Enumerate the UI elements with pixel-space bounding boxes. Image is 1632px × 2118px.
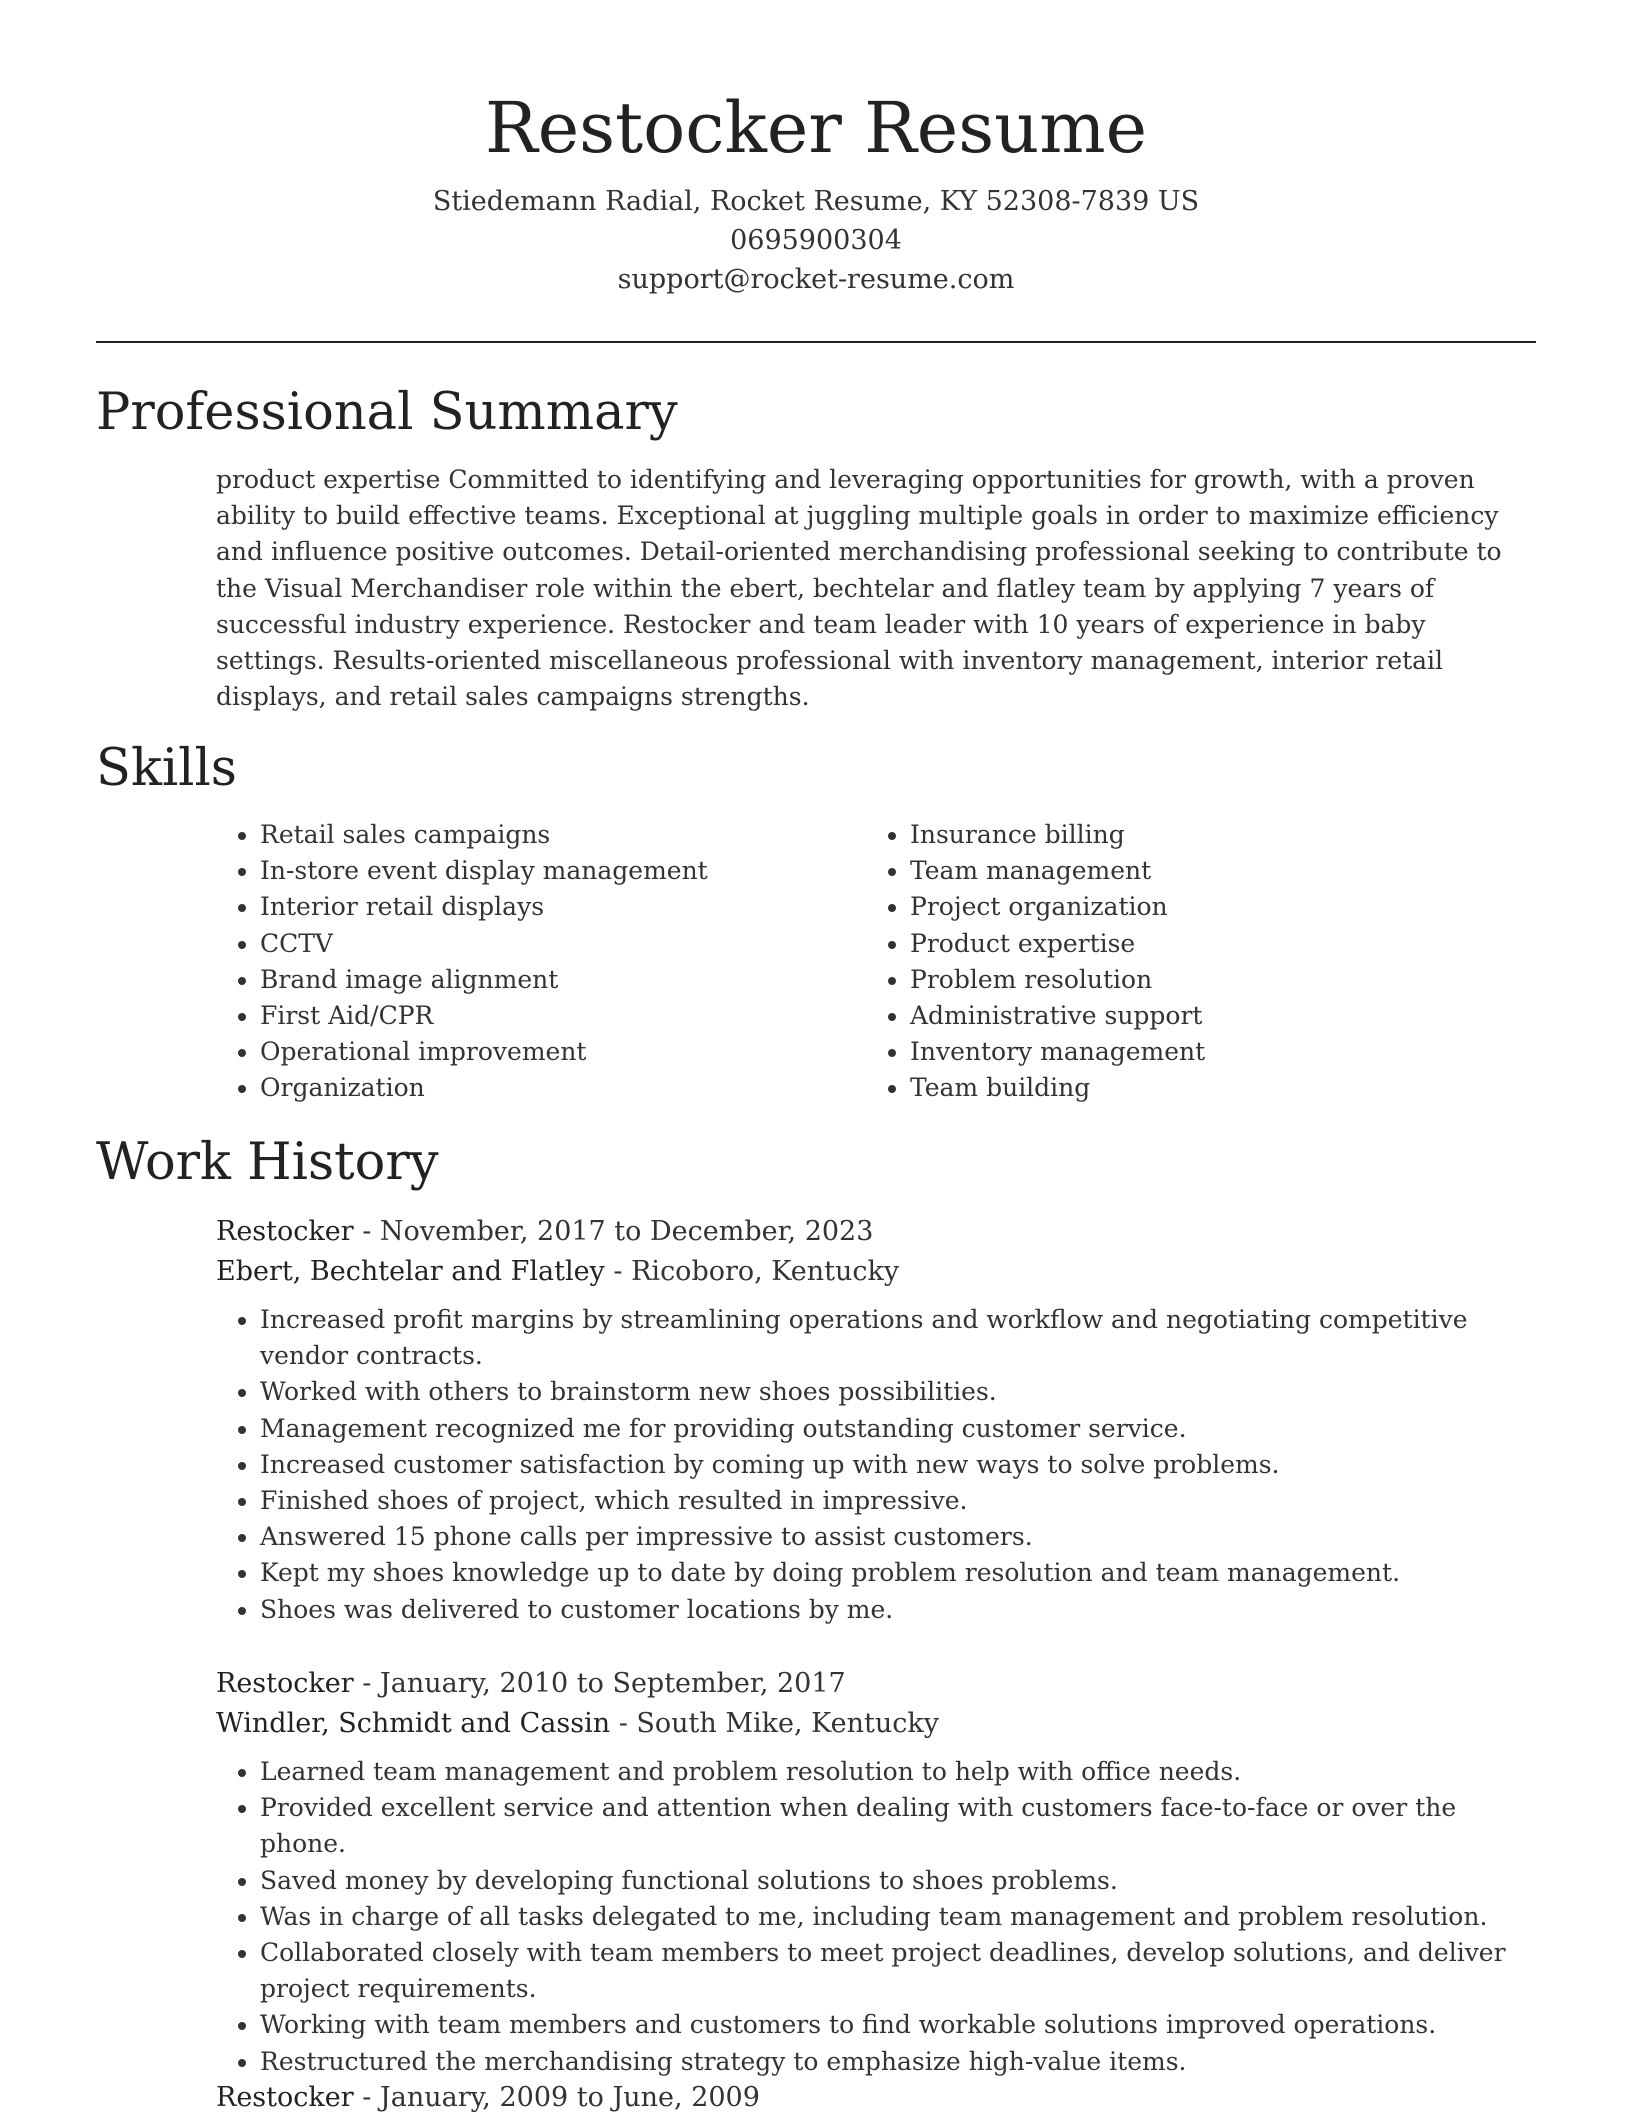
job-company: Windler, Schmidt and Cassin xyxy=(216,1708,611,1739)
skill-item: • Inventory management xyxy=(910,1034,1510,1070)
job-bullet: • Restructured the merchandising strategy to emphasize high-value items. xyxy=(260,2044,1536,2080)
job-company: Ebert, Bechtelar and Flatley xyxy=(216,1256,605,1287)
skills-heading: Skills xyxy=(96,739,237,798)
skill-item: • Retail sales campaigns xyxy=(260,817,860,853)
job-bullet: • Saved money by developing functional solutions to shoes problems. xyxy=(260,1863,1536,1899)
skill-item: • In-store event display management xyxy=(260,853,860,889)
job-bullets xyxy=(216,1754,1536,2080)
job-title-line xyxy=(216,1664,1536,1704)
job-title-line xyxy=(216,2078,1536,2118)
job-bullet: • Shoes was delivered to customer locations by me. xyxy=(260,1592,1536,1628)
job-company-line xyxy=(216,1252,1536,1292)
job-title: Restocker xyxy=(216,1668,354,1699)
job-title: Restocker xyxy=(216,1216,354,1247)
skill-item: • Operational improvement xyxy=(260,1034,860,1070)
job-bullets xyxy=(216,1302,1536,1628)
skill-item: • Administrative support xyxy=(910,998,1510,1034)
job-bullet: • Finished shoes of project, which resulted in impressive. xyxy=(260,1483,1536,1519)
skill-item: • Brand image alignment xyxy=(260,962,860,998)
skill-item: • Insurance billing xyxy=(910,817,1510,853)
job-bullet: • Was in charge of all tasks delegated to me, including team management and problem resolution. xyxy=(260,1899,1536,1935)
contact-address: Stiedemann Radial, Rocket Resume, KY 52308-7839 US xyxy=(432,186,1200,217)
job-title: Restocker xyxy=(216,2082,354,2113)
summary-text: product expertise Committed to identifying and leveraging opportunities for growth, with a proven ability to build effective teams. Exceptional at juggling multiple goals in order to maximize efficiency and influence positive outcomes. Detail-oriented merchandising professional seeking to contribute to the Visual Merchandiser role within the ebert, bechtelar and flatley team by applying 7 years of successful industry experience. Restocker and team leader with 10 years of experience in baby settings. Results-oriented miscellaneous professional with inventory management, interior retail displays, and retail sales campaigns strengths. xyxy=(216,465,1502,712)
contact-email: support@rocket-resume.com xyxy=(617,264,1015,295)
resume-header xyxy=(0,0,1632,299)
job-bullet: • Collaborated closely with team members to meet project deadlines, develop solutions, and deliver project requirements. xyxy=(260,1935,1536,2007)
skill-item: • Problem resolution xyxy=(910,962,1510,998)
skills-list-right xyxy=(866,817,1510,1107)
work-history-heading: Work History xyxy=(96,1133,439,1192)
job-bullet: • Increased profit margins by streamlining operations and workflow and negotiating competitive vendor contracts. xyxy=(260,1302,1536,1374)
skill-item: • Project organization xyxy=(910,889,1510,925)
job-bullet: • Learned team management and problem resolution to help with office needs. xyxy=(260,1754,1536,1790)
skill-item: • Organization xyxy=(260,1070,860,1106)
job-bullet: • Working with team members and customers to find workable solutions improved operations. xyxy=(260,2007,1536,2043)
skill-item: • CCTV xyxy=(260,926,860,962)
job-bullet: • Provided excellent service and attention when dealing with customers face-to-face or over the phone. xyxy=(260,1790,1536,1862)
job-location: - South Mike, Kentucky xyxy=(610,1708,939,1739)
job-entry xyxy=(216,1212,1536,1628)
job-bullet: • Kept my shoes knowledge up to date by doing problem resolution and team management. xyxy=(260,1555,1536,1591)
job-entry xyxy=(216,2078,1536,2118)
job-bullet: • Worked with others to brainstorm new shoes possibilities. xyxy=(260,1374,1536,1410)
summary-heading: Professional Summary xyxy=(96,383,678,442)
skill-item: • Interior retail displays xyxy=(260,889,860,925)
job-bullet: • Management recognized me for providing outstanding customer service. xyxy=(260,1411,1536,1447)
header-divider xyxy=(96,341,1536,343)
resume-name: Restocker Resume xyxy=(484,87,1148,169)
job-dates: - November, 2017 to December, 2023 xyxy=(353,1216,874,1247)
job-location: - Ricoboro, Kentucky xyxy=(604,1256,900,1287)
job-bullet: • Answered 15 phone calls per impressive to assist customers. xyxy=(260,1519,1536,1555)
contact-phone: 0695900304 xyxy=(730,225,902,256)
job-entry xyxy=(216,1664,1536,2080)
job-dates: - January, 2009 to June, 2009 xyxy=(353,2082,760,2113)
skill-item: • First Aid/CPR xyxy=(260,998,860,1034)
skill-item: • Team building xyxy=(910,1070,1510,1106)
job-bullet: • Increased customer satisfaction by coming up with new ways to solve problems. xyxy=(260,1447,1536,1483)
job-company-line xyxy=(216,1704,1536,1744)
job-title-line xyxy=(216,1212,1536,1252)
skill-item: • Team management xyxy=(910,853,1510,889)
skill-item: • Product expertise xyxy=(910,926,1510,962)
job-dates: - January, 2010 to September, 2017 xyxy=(353,1668,846,1699)
skills-list-left xyxy=(216,817,860,1107)
